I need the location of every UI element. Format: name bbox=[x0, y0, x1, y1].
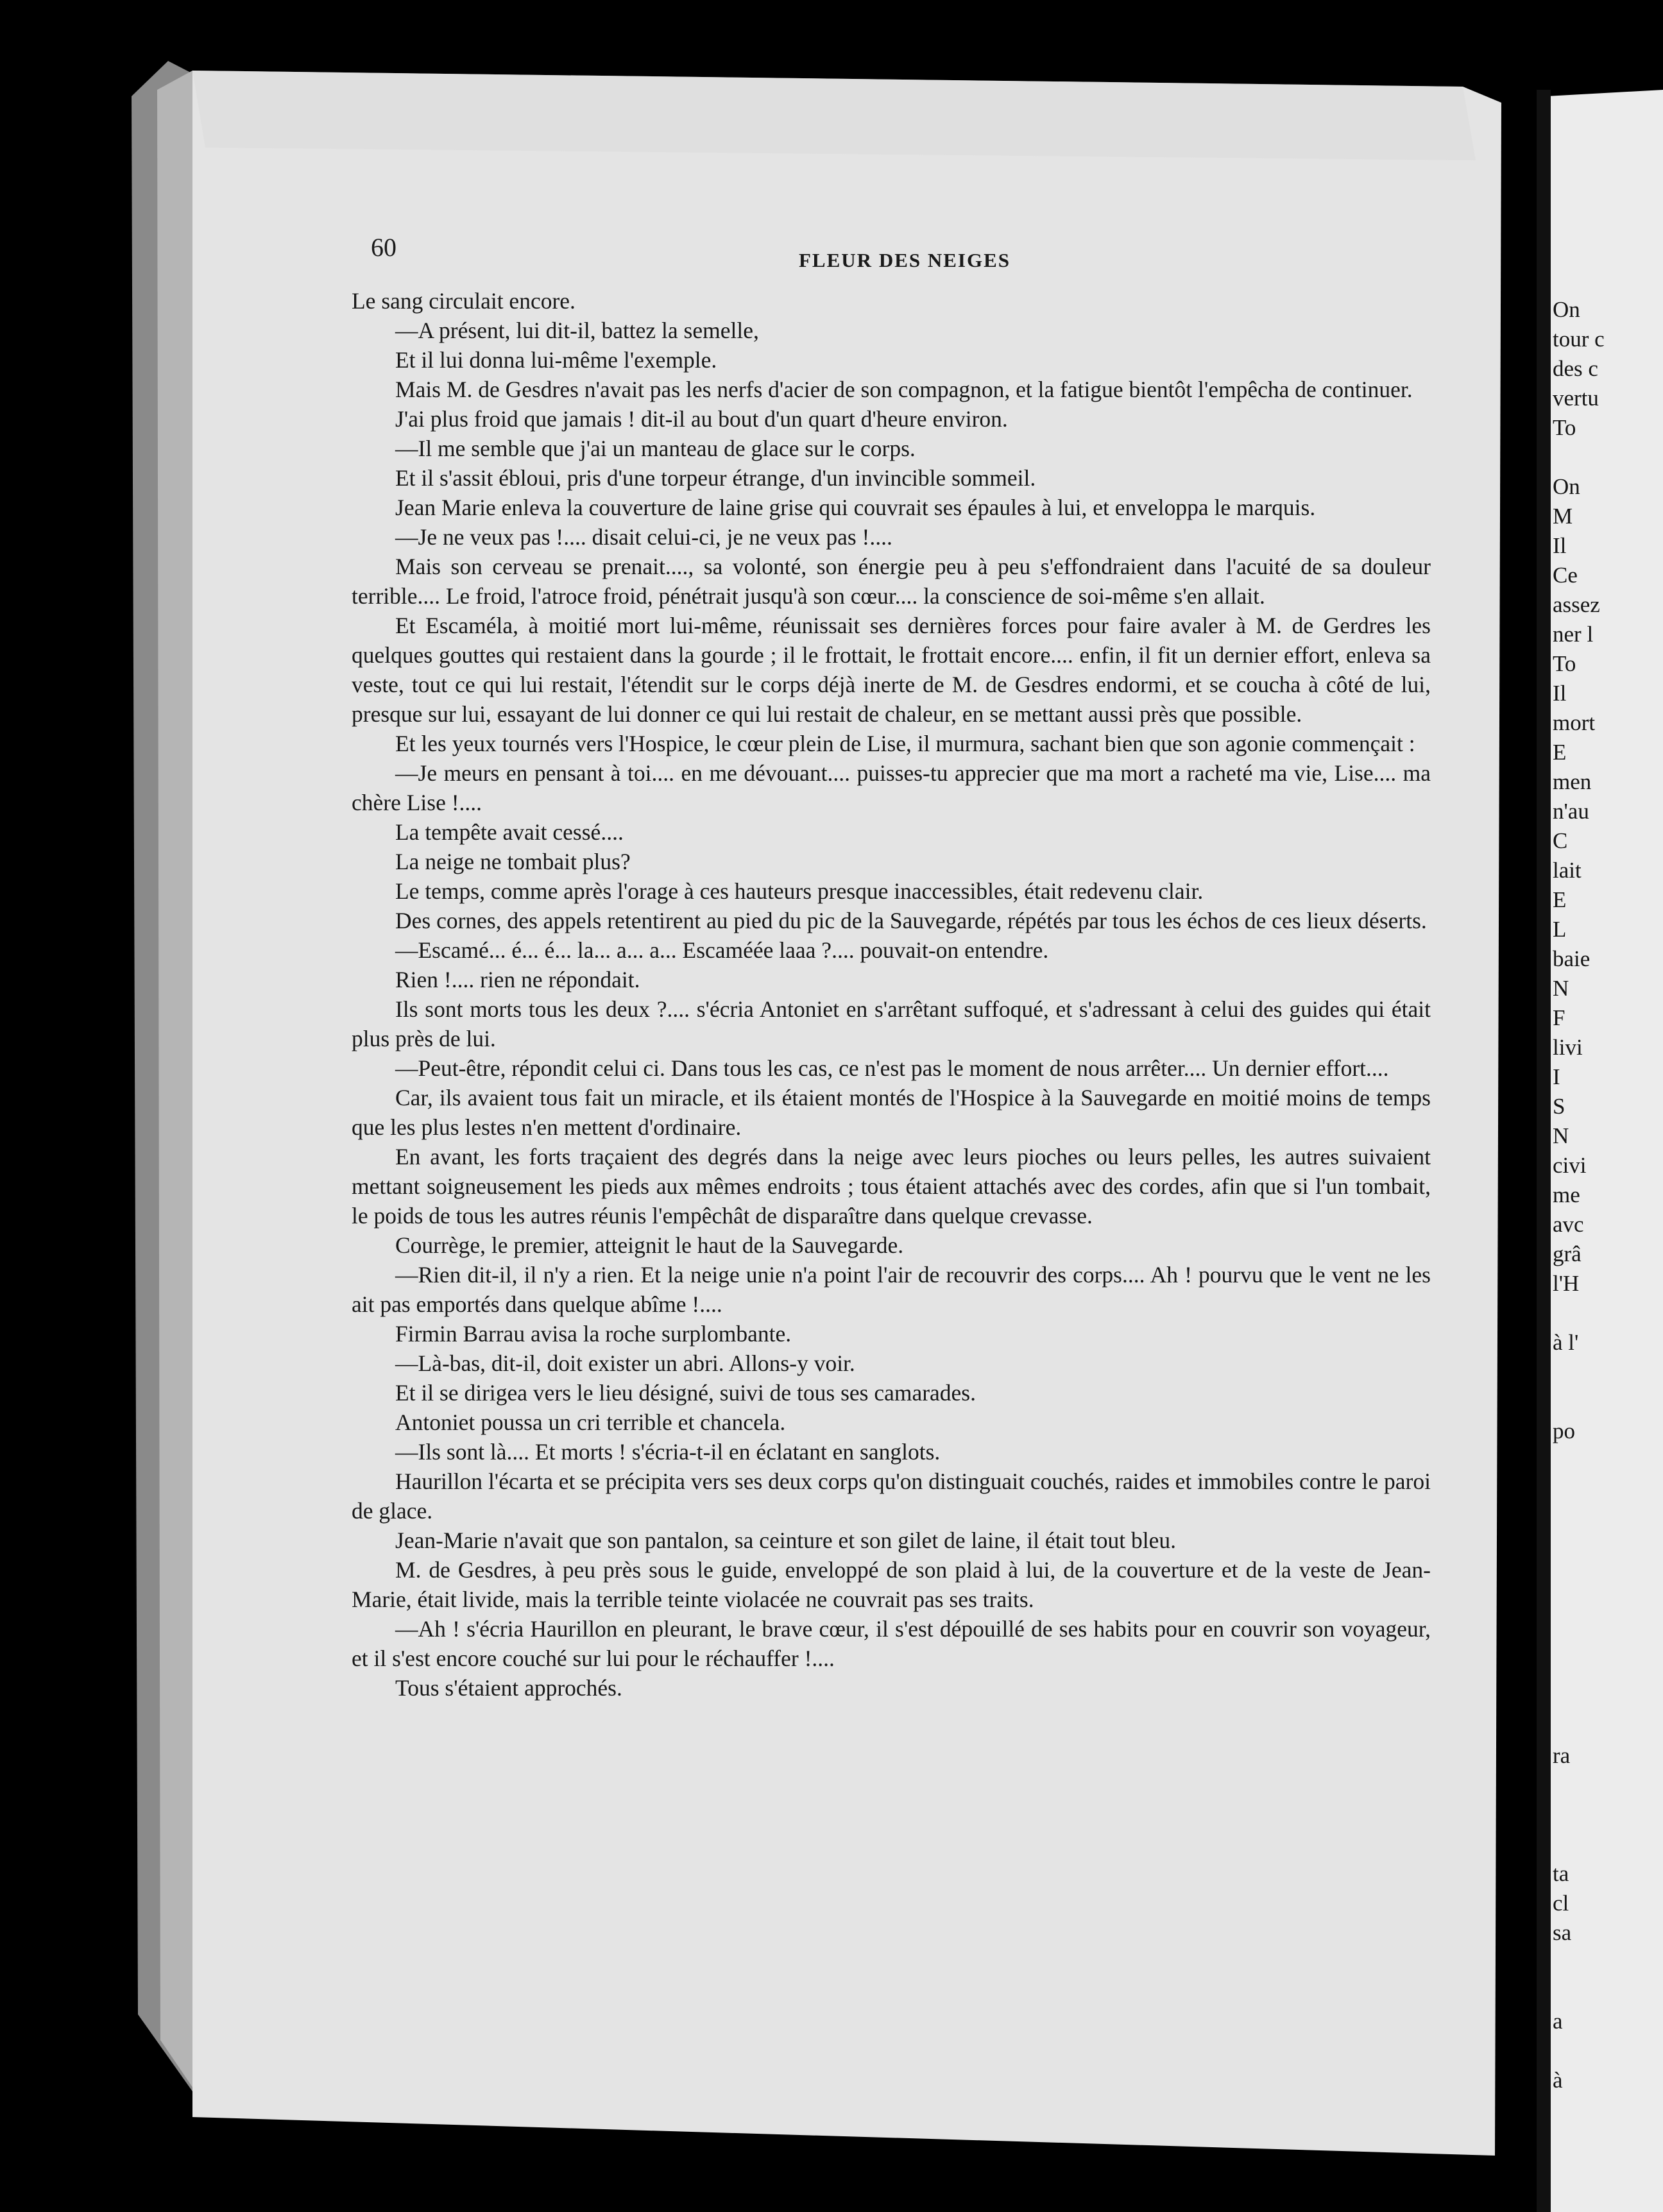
facing-line: To bbox=[1553, 415, 1576, 440]
facing-line: a bbox=[1553, 2009, 1563, 2034]
facing-line: n'au bbox=[1553, 799, 1589, 824]
facing-line: tour c bbox=[1553, 327, 1605, 352]
paragraph: En avant, les forts traçaient des degrés dans la neige avec leurs pioches ou leurs pelles, les autres suivaient mettant soigneusement les pieds aux mêmes endroits ; tous étaient attachés avec des cordes, afin que si l'un tombait, le poids de tous les autres réunis l'empêchât de disparaître dans quelque crevasse. bbox=[352, 1144, 1431, 1229]
facing-line bbox=[1553, 1623, 1663, 1653]
facing-line: M bbox=[1553, 504, 1573, 529]
facing-line bbox=[1553, 1476, 1663, 1505]
facing-line: men bbox=[1553, 769, 1592, 794]
facing-line bbox=[1553, 443, 1663, 472]
paragraph: Et il s'assit ébloui, pris d'une torpeur étrange, d'un invincible sommeil. bbox=[395, 465, 1036, 491]
facing-line: E bbox=[1553, 740, 1567, 765]
paragraph: Jean Marie enleva la couverture de laine grise qui couvrait ses épaules à lui, et enveloppa le marquis. bbox=[395, 495, 1316, 520]
paragraph: —Ils sont là.... Et morts ! s'écria-t-il en éclatant en sanglots. bbox=[395, 1439, 941, 1465]
facing-line: l'H bbox=[1553, 1271, 1580, 1296]
paragraph: Courrège, le premier, atteignit le haut de la Sauvegarde. bbox=[395, 1232, 904, 1258]
page-number: 60 bbox=[371, 233, 397, 262]
facing-line: Ce bbox=[1553, 563, 1578, 588]
facing-line: F bbox=[1553, 1005, 1565, 1030]
facing-line: avc bbox=[1553, 1212, 1584, 1237]
facing-line bbox=[1553, 2036, 1663, 2066]
facing-line bbox=[1553, 1977, 1663, 2007]
facing-line: On bbox=[1553, 474, 1580, 499]
paragraph: J'ai plus froid que jamais ! dit-il au bout d'un quart d'heure environ. bbox=[395, 406, 1008, 432]
facing-line bbox=[1553, 1712, 1663, 1741]
facing-line: Il bbox=[1553, 533, 1567, 558]
facing-line bbox=[1553, 1357, 1663, 1387]
paragraph: —Je meurs en pensant à toi.... en me dévouant.... puisses-tu apprecier que ma mort a racheté ma vie, Lise.... ma chère Lise !.... bbox=[352, 760, 1431, 815]
facing-line: N bbox=[1553, 976, 1569, 1001]
paragraph: La neige ne tombait plus? bbox=[395, 849, 631, 874]
paragraph: Le sang circulait encore. bbox=[352, 288, 576, 314]
facing-line: grâ bbox=[1553, 1241, 1582, 1266]
paragraph: Haurillon l'écarta et se précipita vers ses deux corps qu'on distinguait couchés, raides et immobiles contre le paroi de glace. bbox=[352, 1468, 1431, 1524]
paragraph: Jean-Marie n'avait que son pantalon, sa ceinture et son gilet de laine, il était tout bleu. bbox=[395, 1527, 1176, 1553]
facing-line: L bbox=[1553, 917, 1567, 942]
facing-line bbox=[1553, 1535, 1663, 1564]
paragraph: La tempête avait cessé.... bbox=[395, 819, 624, 845]
facing-line: lait bbox=[1553, 858, 1582, 883]
page-body bbox=[352, 286, 1431, 1703]
facing-line bbox=[1553, 1594, 1663, 1623]
paragraph: —Il me semble que j'ai un manteau de glace sur le corps. bbox=[395, 436, 916, 461]
facing-line bbox=[1553, 1387, 1663, 1417]
facing-line bbox=[1553, 1830, 1663, 1859]
facing-line: po bbox=[1553, 1418, 1575, 1443]
facing-line bbox=[1553, 1446, 1663, 1476]
facing-line: On bbox=[1553, 297, 1580, 322]
facing-line: à bbox=[1553, 2068, 1563, 2093]
facing-line: me bbox=[1553, 1182, 1580, 1207]
facing-line bbox=[1553, 1771, 1663, 1800]
facing-line bbox=[1553, 1653, 1663, 1682]
facing-line: To bbox=[1553, 651, 1576, 676]
facing-line: ner l bbox=[1553, 622, 1594, 647]
paragraph: M. de Gesdres, à peu près sous le guide, enveloppé de son plaid à lui, de la couverture et de la veste de Jean-Marie, était livide, mais la terrible teinte violacée ne couvrait pas ses traits. bbox=[352, 1557, 1431, 1612]
paragraph: Des cornes, des appels retentirent au pied du pic de la Sauvegarde, répétés par tous les échos de ces lieux déserts. bbox=[395, 908, 1427, 933]
paragraph: —A présent, lui dit-il, battez la semelle, bbox=[395, 318, 759, 343]
facing-line: vertu bbox=[1553, 386, 1599, 411]
paragraph: Car, ils avaient tous fait un miracle, et ils étaient montés de l'Hospice à la Sauvegarde en moitié moins de temps que les plus lestes n'en mettent d'ordinaire. bbox=[352, 1085, 1431, 1140]
facing-line: baie bbox=[1553, 946, 1591, 971]
facing-line bbox=[1553, 1298, 1663, 1328]
facing-line bbox=[1553, 1948, 1663, 1977]
facing-line bbox=[1553, 1564, 1663, 1594]
paragraph: Et les yeux tournés vers l'Hospice, le cœur plein de Lise, il murmura, sachant bien que son agonie commençait : bbox=[395, 731, 1415, 756]
paragraph: Firmin Barrau avisa la roche surplombante. bbox=[395, 1321, 792, 1347]
paragraph: Et il lui donna lui-même l'exemple. bbox=[395, 347, 717, 373]
facing-line: mort bbox=[1553, 710, 1596, 735]
facing-line: à l' bbox=[1553, 1330, 1579, 1355]
paragraph: —Peut-être, répondit celui ci. Dans tous les cas, ce n'est pas le moment de nous arrêter.... Un dernier effort.... bbox=[395, 1055, 1389, 1081]
facing-line: cl bbox=[1553, 1891, 1569, 1916]
paragraph: Rien !.... rien ne répondait. bbox=[395, 967, 640, 992]
paragraph: Et il se dirigea vers le lieu désigné, suivi de tous ses camarades. bbox=[395, 1380, 976, 1406]
facing-line: livi bbox=[1553, 1035, 1583, 1060]
paragraph: Le temps, comme après l'orage à ces hauteurs presque inaccessibles, était redevenu clair. bbox=[395, 878, 1204, 904]
facing-line: ta bbox=[1553, 1861, 1569, 1886]
facing-line: civi bbox=[1553, 1153, 1587, 1178]
paragraph: Antoniet poussa un cri terrible et chancela. bbox=[395, 1409, 786, 1435]
facing-line: Il bbox=[1553, 681, 1567, 706]
facing-line: S bbox=[1553, 1094, 1565, 1119]
paragraph: —Là-bas, dit-il, doit exister un abri. Allons-y voir. bbox=[395, 1350, 855, 1376]
facing-line: assez bbox=[1553, 592, 1600, 617]
paragraph: —Escamé... é... é... la... a... a... Escaméée laaa ?.... pouvait-on entendre. bbox=[395, 937, 1049, 963]
facing-line: ra bbox=[1553, 1743, 1571, 1768]
paragraph: Mais son cerveau se prenait...., sa volonté, son énergie peu à peu s'effondraient dans l'acuité de sa douleur terrible.... Le froid, l'atroce froid, pénétrait jusqu'à son cœur.... la conscience de soi-même s'en allait. bbox=[352, 554, 1431, 609]
paragraph: —Je ne veux pas !.... disait celui-ci, je ne veux pas !.... bbox=[395, 524, 892, 550]
paragraph: Mais M. de Gesdres n'avait pas les nerfs d'acier de son compagnon, et la fatigue bientôt l'empêcha de continuer. bbox=[395, 377, 1413, 402]
paragraph: Et Escaméla, à moitié mort lui-même, réunissait ses dernières forces pour faire avaler à M. de Gerdres les quelques gouttes qui restaient dans la gourde ; il le frottait, le frottait encore.... enfin, il fit un dernier effort, enleva sa veste, tout ce qui lui restait, l'étendit sur le corps déjà inerte de M. de Gesdres endormi, et se coucha à côté de lui, presque sur lui, essayant de lui donner ce qui lui restait de chaleur, en se mettant aussi près que possible. bbox=[352, 613, 1431, 727]
paragraph: —Rien dit-il, il n'y a rien. Et la neige unie n'a point l'air de recouvrir des corps.... Ah ! pourvu que le vent ne les ait pas emportés dans quelque abîme !.... bbox=[352, 1262, 1431, 1317]
facing-line: N bbox=[1553, 1123, 1569, 1148]
facing-line bbox=[1553, 1800, 1663, 1830]
paragraph: —Ah ! s'écria Haurillon en pleurant, le brave cœur, il s'est dépouillé de ses habits pour en couvrir son voyageur, et il s'est encore couché sur lui pour le réchauffer !.... bbox=[352, 1616, 1431, 1671]
facing-page-text bbox=[1553, 295, 1663, 2093]
facing-line bbox=[1553, 1682, 1663, 1712]
facing-line bbox=[1553, 1505, 1663, 1535]
paragraph: Ils sont morts tous les deux ?.... s'écria Antoniet en s'arrêtant suffoqué, et s'adressant à celui des guides qui était plus près de lui. bbox=[352, 996, 1431, 1051]
facing-line: sa bbox=[1553, 1920, 1572, 1945]
facing-line: I bbox=[1553, 1064, 1560, 1089]
paragraph: Tous s'étaient approchés. bbox=[395, 1675, 622, 1701]
facing-line: E bbox=[1553, 887, 1567, 912]
facing-line: des c bbox=[1553, 356, 1598, 381]
facing-line: C bbox=[1553, 828, 1568, 853]
running-head: FLEUR DES NEIGES bbox=[799, 249, 1011, 271]
